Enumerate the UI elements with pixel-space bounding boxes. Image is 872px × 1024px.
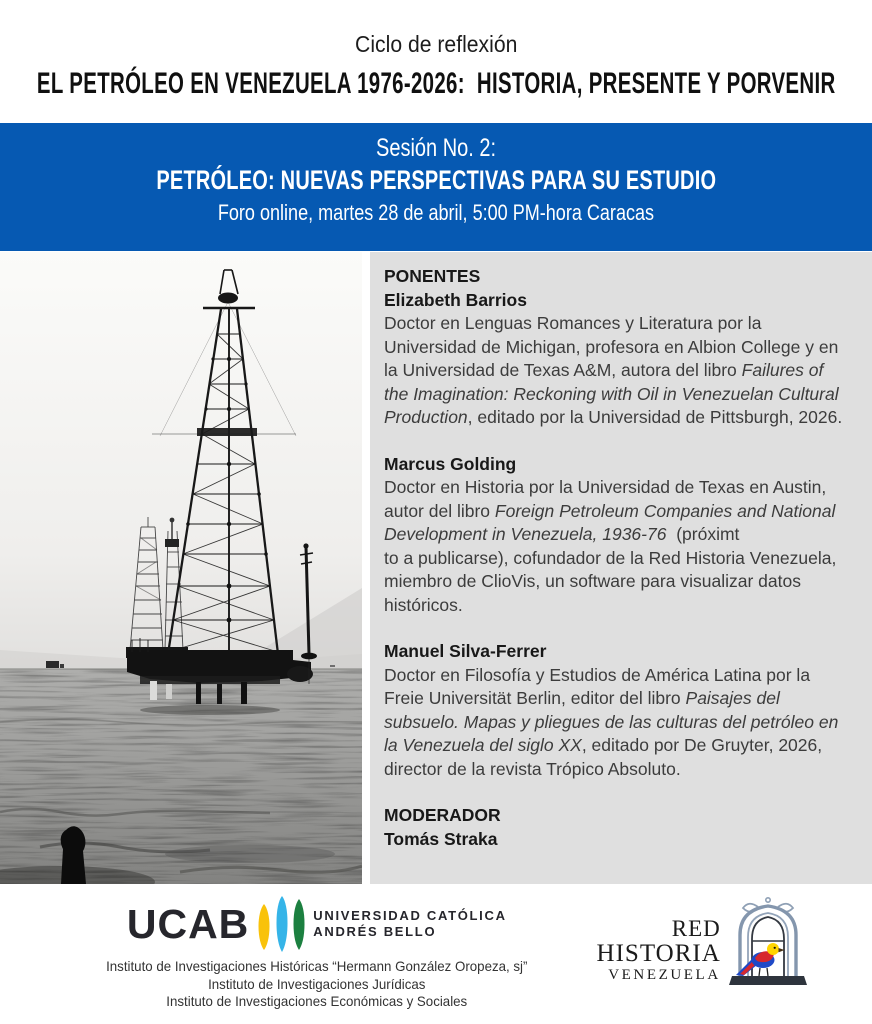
banner-title: PETRÓLEO: NUEVAS PERSPECTIVAS PARA SU ESTUDIO <box>156 165 716 195</box>
institutes-list <box>106 958 527 1011</box>
arch-bird-icon <box>726 895 810 987</box>
moderador-heading: MODERADOR <box>384 805 501 825</box>
red-historia-logo-block <box>597 895 810 987</box>
speaker-block-manuel-silva-ferrer <box>384 640 850 781</box>
kicker-text: Ciclo de reflexión <box>354 31 518 57</box>
speaker-block-marcus-golding <box>384 453 850 618</box>
rhv-line-red: RED <box>671 916 721 941</box>
derrick-photo-illustration <box>0 252 362 884</box>
rhv-line-historia: HISTORIA <box>596 940 721 967</box>
speaker-name: Marcus Golding <box>384 453 517 474</box>
speaker-name: Elizabeth Barrios <box>384 289 527 310</box>
main-content <box>0 252 872 884</box>
page-title-text: EL PETRÓLEO EN VENEZUELA 1976-2026: HISTORIA, PRESENTE Y PORVENIR <box>36 67 836 100</box>
speaker-block-elizabeth-barrios <box>384 289 850 430</box>
banner-subtitle: Foro online, martes 28 de abril, 5:00 PM-hora Caracas <box>217 200 655 225</box>
session-banner <box>0 123 872 251</box>
ucab-wordmark: UCAB <box>126 900 250 947</box>
banner-session-label: Sesión No. 2: <box>375 134 497 162</box>
speaker-bio: Doctor en Filosofía y Estudios de América Latina por la Freie Universität Berlin, editor del libro Paisajes del subsuelo. Mapas y pliegues de las culturas del petróleo en la Venezuela del siglo XX, editado por De Gruyter, 2026, director de la revista Trópico Absoluto. <box>384 664 839 779</box>
ucab-logo-block <box>95 895 539 1011</box>
institute-line: Instituto de Investigaciones Históricas “Hermann González Oropeza, sj” <box>106 958 528 974</box>
footer <box>0 884 872 1011</box>
ucab-university-name <box>313 908 506 940</box>
speakers-panel <box>370 252 872 884</box>
speaker-bio: Doctor en Historia por la Universidad de Texas en Austin, autor del libro Foreign Petroleum Companies and National Development in Venezuela, 1936-76 (próximt to a publicarse), cofundador de la Red Historia Venezuela, miembro de ClioVis, un software para visualizar datos históricos. <box>384 477 837 615</box>
ucab-logo <box>127 895 507 953</box>
institute-line: Instituto de Investigaciones Jurídicas <box>208 975 426 992</box>
ponentes-heading: PONENTES <box>384 266 481 286</box>
ucab-leaves-icon <box>256 895 308 953</box>
speaker-name: Manuel Silva-Ferrer <box>384 641 547 661</box>
ucab-name-line1: UNIVERSIDAD CATÓLICA <box>313 908 507 923</box>
page-title <box>0 67 872 101</box>
oil-derrick-photo <box>0 252 362 884</box>
moderator-name: Tomás Straka <box>384 828 498 849</box>
header-kicker <box>0 31 872 58</box>
institute-line: Instituto de Investigaciones Económicas y Sociales <box>166 993 468 1009</box>
speaker-bio: Doctor en Lenguas Romances y Literatura por la Universidad de Michigan, profesora en Albion College y en la Universidad de Texas A&M, autora del libro Failures of the Imagination: Reckoning with Oil in Venezuelan Cultural Production, editado por la Universidad de Pittsburgh, 2026. <box>384 313 843 427</box>
rhv-line-venezuela: VENEZUELA <box>608 967 721 983</box>
ucab-name-line2: ANDRÉS BELLO <box>313 924 437 939</box>
rhv-wordmark <box>597 917 721 984</box>
